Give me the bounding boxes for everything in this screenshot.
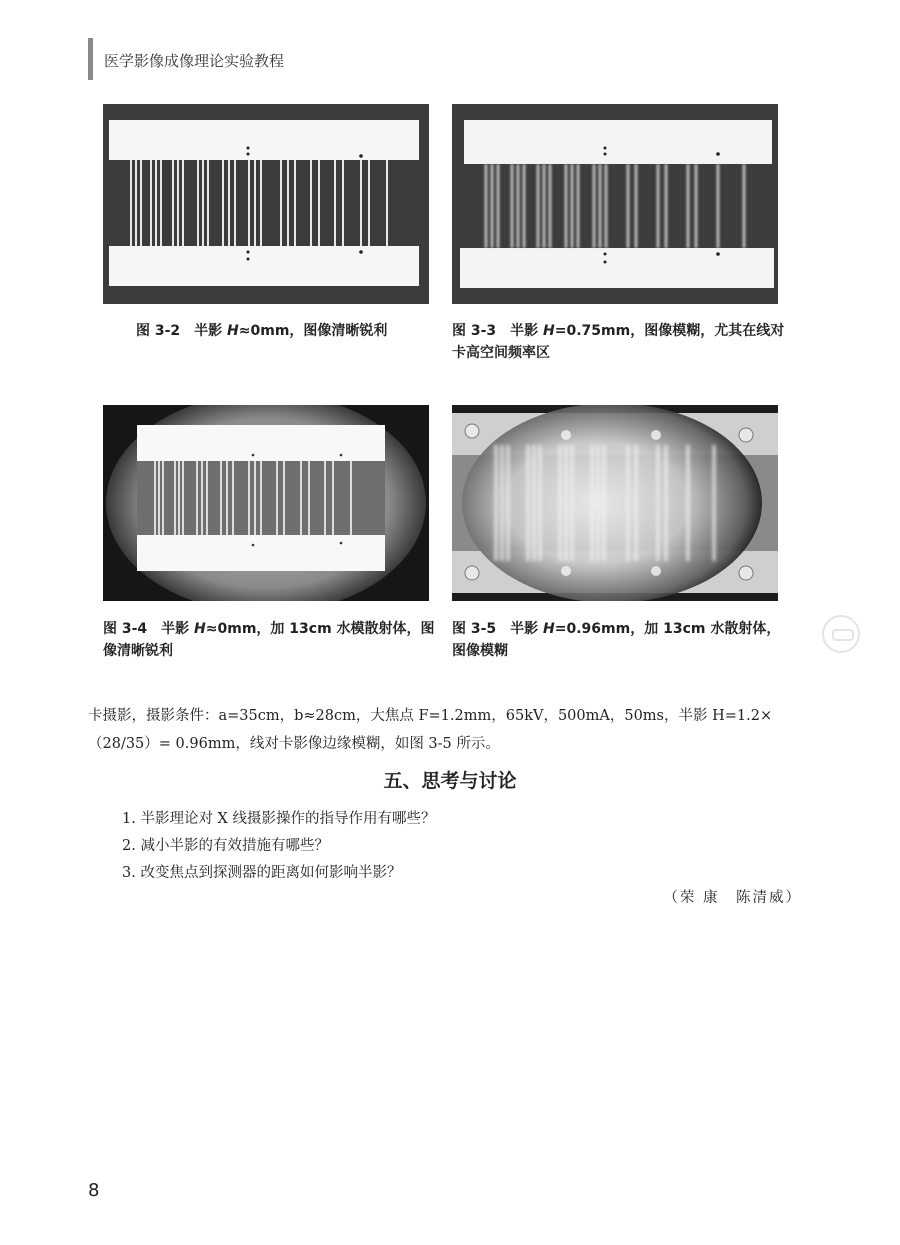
question-list: [122, 806, 435, 887]
figure-3-4-image: [103, 405, 429, 601]
watermark-seal: [822, 615, 860, 653]
figure-3-3-image: [452, 104, 778, 304]
figure-3-4-caption: 图 3-4 半影 H≈0mm，加 13cm 水模散射体，图像清晰锐利: [103, 621, 435, 659]
list-item: 1. 半影理论对 X 线摄影操作的指导作用有哪些？: [122, 811, 436, 827]
figure-3-3-caption: 图 3-3 半影 H=0.75mm，图像模糊，尤其在线对卡高空间频率区: [452, 323, 785, 361]
section-title: 五、思考与讨论: [383, 770, 517, 792]
running-header: 医学影像成像理论实验教程: [104, 52, 285, 70]
author-credit: （荣 康 陈清威）: [663, 890, 802, 906]
figure-3-2-image: [103, 104, 429, 304]
list-item: 2. 减小半影的有效措施有哪些？: [122, 838, 329, 854]
figure-3-5-caption: 图 3-5 半影 H=0.96mm，加 13cm 水散射体，图像模糊: [452, 621, 781, 659]
figure-3-5-image: [452, 405, 778, 601]
header-bar: [88, 38, 93, 80]
figure-3-2-caption: 图 3-2 半影 H≈0mm，图像清晰锐利: [136, 323, 388, 339]
list-item: 3. 改变焦点到探测器的距离如何影响半影？: [122, 865, 402, 881]
page-number: 8: [88, 1180, 100, 1201]
body-paragraph: 卡摄影，摄影条件：a=35cm，b≈28cm，大焦点 F=1.2mm，65kV，500mA，50ms，半影 H=1.2×（28/35）= 0.96mm，线对卡影像边缘模糊，如图 3-5 所示。: [88, 708, 773, 752]
